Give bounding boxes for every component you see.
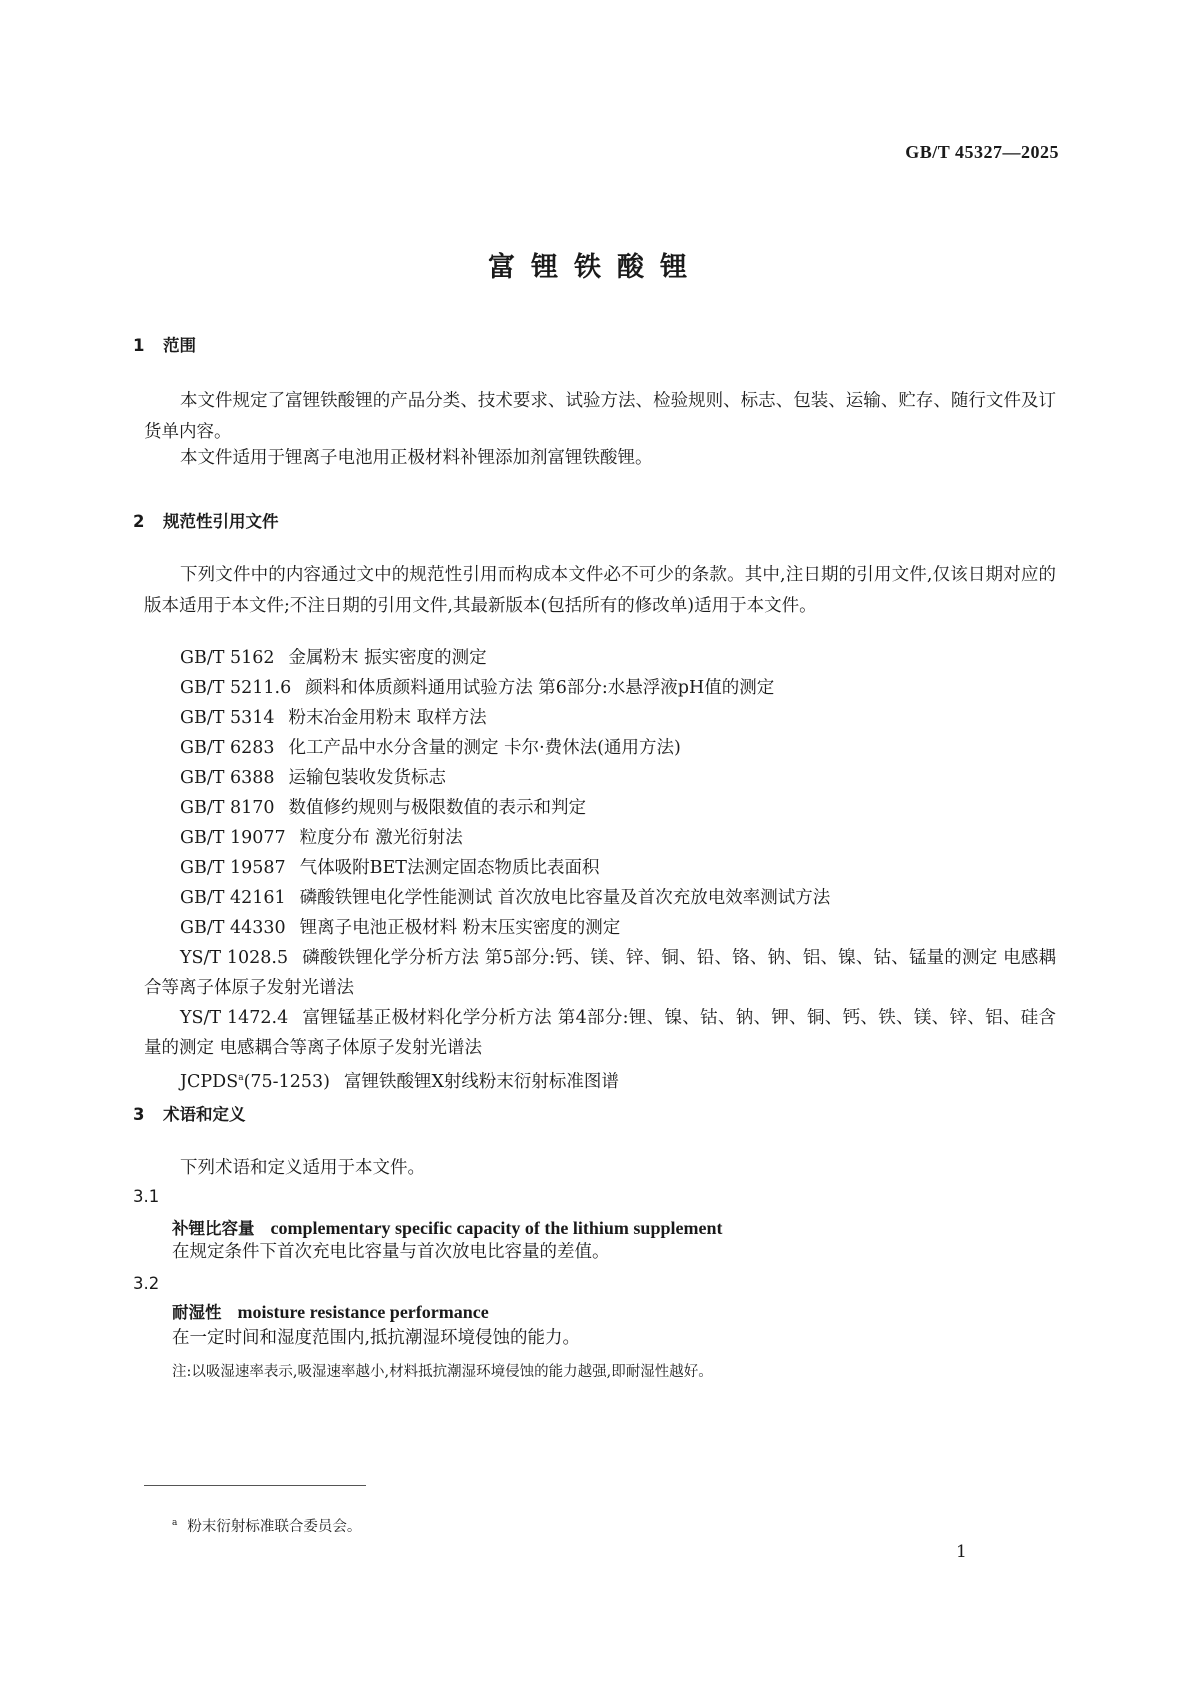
term-3-1-heading bbox=[172, 1215, 722, 1239]
term-3-2-number: 3.2 bbox=[133, 1274, 160, 1293]
term-3-1-definition: 在规定条件下首次充电比容量与首次放电比容量的差值。 bbox=[172, 1242, 610, 1262]
reference-item bbox=[144, 703, 1056, 733]
term-3-1-chinese: 补锂比容量 bbox=[172, 1219, 255, 1238]
reference-item bbox=[144, 883, 1056, 913]
reference-code: JCPDS bbox=[180, 1071, 239, 1092]
section-1-heading bbox=[133, 332, 196, 356]
term-3-1-number: 3.1 bbox=[133, 1187, 160, 1206]
footnote-marker: a bbox=[238, 1073, 244, 1083]
reference-item bbox=[144, 913, 1056, 943]
reference-title: 化工产品中水分含量的测定 卡尔·费休法(通用方法) bbox=[288, 738, 681, 758]
reference-title: 粒度分布 激光衍射法 bbox=[299, 828, 463, 848]
reference-code: YS/T 1472.4 bbox=[180, 1008, 289, 1028]
section-3-number: 3 bbox=[133, 1105, 145, 1124]
reference-title: 数值修约规则与极限数值的表示和判定 bbox=[288, 798, 587, 818]
reference-code: GB/T 5314 bbox=[180, 708, 275, 728]
reference-item bbox=[144, 943, 1056, 1003]
section-3-heading bbox=[133, 1101, 246, 1125]
term-3-2-english: moisture resistance performance bbox=[237, 1302, 489, 1322]
reference-code: GB/T 6283 bbox=[180, 738, 275, 758]
reference-code: GB/T 42161 bbox=[180, 888, 286, 908]
reference-title: 磷酸铁锂化学分析方法 第5部分:钙、镁、锌、铜、铅、铬、钠、铝、镍、钴、锰量的测定 电感耦合等离子体原子发射光谱法 bbox=[144, 948, 1057, 998]
reference-code: GB/T 5162 bbox=[180, 648, 275, 668]
footnote-mark: a bbox=[172, 1518, 178, 1529]
footnote-separator bbox=[144, 1485, 366, 1486]
reference-item bbox=[144, 763, 1056, 793]
section-2-number: 2 bbox=[133, 512, 145, 531]
reference-code: GB/T 19587 bbox=[180, 858, 286, 878]
reference-title: 锂离子电池正极材料 粉末压实密度的测定 bbox=[299, 918, 621, 938]
reference-title: 金属粉末 振实密度的测定 bbox=[288, 648, 487, 668]
term-3-1-english: complementary specific capacity of the lithium supplement bbox=[270, 1218, 723, 1238]
reference-title: 颜料和体质颜料通用试验方法 第6部分:水悬浮液pH值的测定 bbox=[305, 678, 775, 698]
normative-references-list bbox=[144, 643, 1056, 1097]
footnote-text: 粉末衍射标准联合委员会。 bbox=[187, 1519, 362, 1535]
page-number: 1 bbox=[956, 1542, 967, 1562]
reference-code: YS/T 1028.5 bbox=[180, 948, 289, 968]
page-title: 富锂铁酸锂 bbox=[488, 252, 703, 283]
reference-title: 磷酸铁锂电化学性能测试 首次放电比容量及首次充放电效率测试方法 bbox=[299, 888, 831, 908]
section-3-intro: 下列术语和定义适用于本文件。 bbox=[180, 1158, 425, 1178]
reference-code: GB/T 5211.6 bbox=[180, 678, 292, 698]
document-number: GB/T 45327—2025 bbox=[905, 142, 1059, 162]
term-3-2-note: 注:以吸湿速率表示,吸湿速率越小,材料抵抗潮湿环境侵蚀的能力越强,即耐湿性越好。 bbox=[172, 1364, 713, 1380]
section-1-title: 范围 bbox=[163, 336, 196, 355]
reference-item bbox=[144, 643, 1056, 673]
reference-number: (75-1253) bbox=[243, 1071, 330, 1092]
reference-code: GB/T 19077 bbox=[180, 828, 286, 848]
reference-title: 粉末冶金用粉末 取样方法 bbox=[288, 708, 487, 728]
term-3-2-definition: 在一定时间和湿度范围内,抵抗潮湿环境侵蚀的能力。 bbox=[172, 1328, 581, 1348]
footnote bbox=[172, 1515, 361, 1536]
section-2-heading bbox=[133, 508, 279, 532]
reference-item-jcpds bbox=[144, 1063, 1056, 1097]
section-1-number: 1 bbox=[133, 336, 145, 355]
section-2-intro: 下列文件中的内容通过文中的规范性引用而构成本文件必不可少的条款。其中,注日期的引用文件,仅该日期对应的版本适用于本文件;不注日期的引用文件,其最新版本(包括所有的修改单)适用于本文件。 bbox=[144, 565, 1056, 616]
section-3-title: 术语和定义 bbox=[163, 1105, 246, 1124]
reference-title: 运输包装收发货标志 bbox=[288, 768, 447, 788]
reference-code: GB/T 6388 bbox=[180, 768, 275, 788]
reference-item bbox=[144, 823, 1056, 853]
reference-title: 气体吸附BET法测定固态物质比表面积 bbox=[299, 858, 600, 878]
reference-title: 富锂锰基正极材料化学分析方法 第4部分:锂、镍、钴、钠、钾、铜、钙、铁、镁、锌、铝、硅含量的测定 电感耦合等离子体原子发射光谱法 bbox=[144, 1008, 1056, 1058]
reference-item bbox=[144, 1003, 1056, 1063]
section-2-title: 规范性引用文件 bbox=[163, 512, 279, 531]
reference-code: GB/T 8170 bbox=[180, 798, 275, 818]
reference-title: 富锂铁酸锂X射线粉末衍射标准图谱 bbox=[343, 1071, 619, 1092]
reference-code: GB/T 44330 bbox=[180, 918, 286, 938]
section-1-paragraph-1: 本文件规定了富锂铁酸锂的产品分类、技术要求、试验方法、检验规则、标志、包装、运输、贮存、随行文件及订货单内容。 bbox=[144, 391, 1056, 442]
term-3-2-heading bbox=[172, 1299, 489, 1323]
reference-item bbox=[144, 673, 1056, 703]
reference-item bbox=[144, 793, 1056, 823]
section-1-paragraph-2: 本文件适用于锂离子电池用正极材料补锂添加剂富锂铁酸锂。 bbox=[180, 448, 653, 468]
reference-item bbox=[144, 853, 1056, 883]
term-3-2-chinese: 耐湿性 bbox=[172, 1303, 222, 1322]
reference-item bbox=[144, 733, 1056, 763]
